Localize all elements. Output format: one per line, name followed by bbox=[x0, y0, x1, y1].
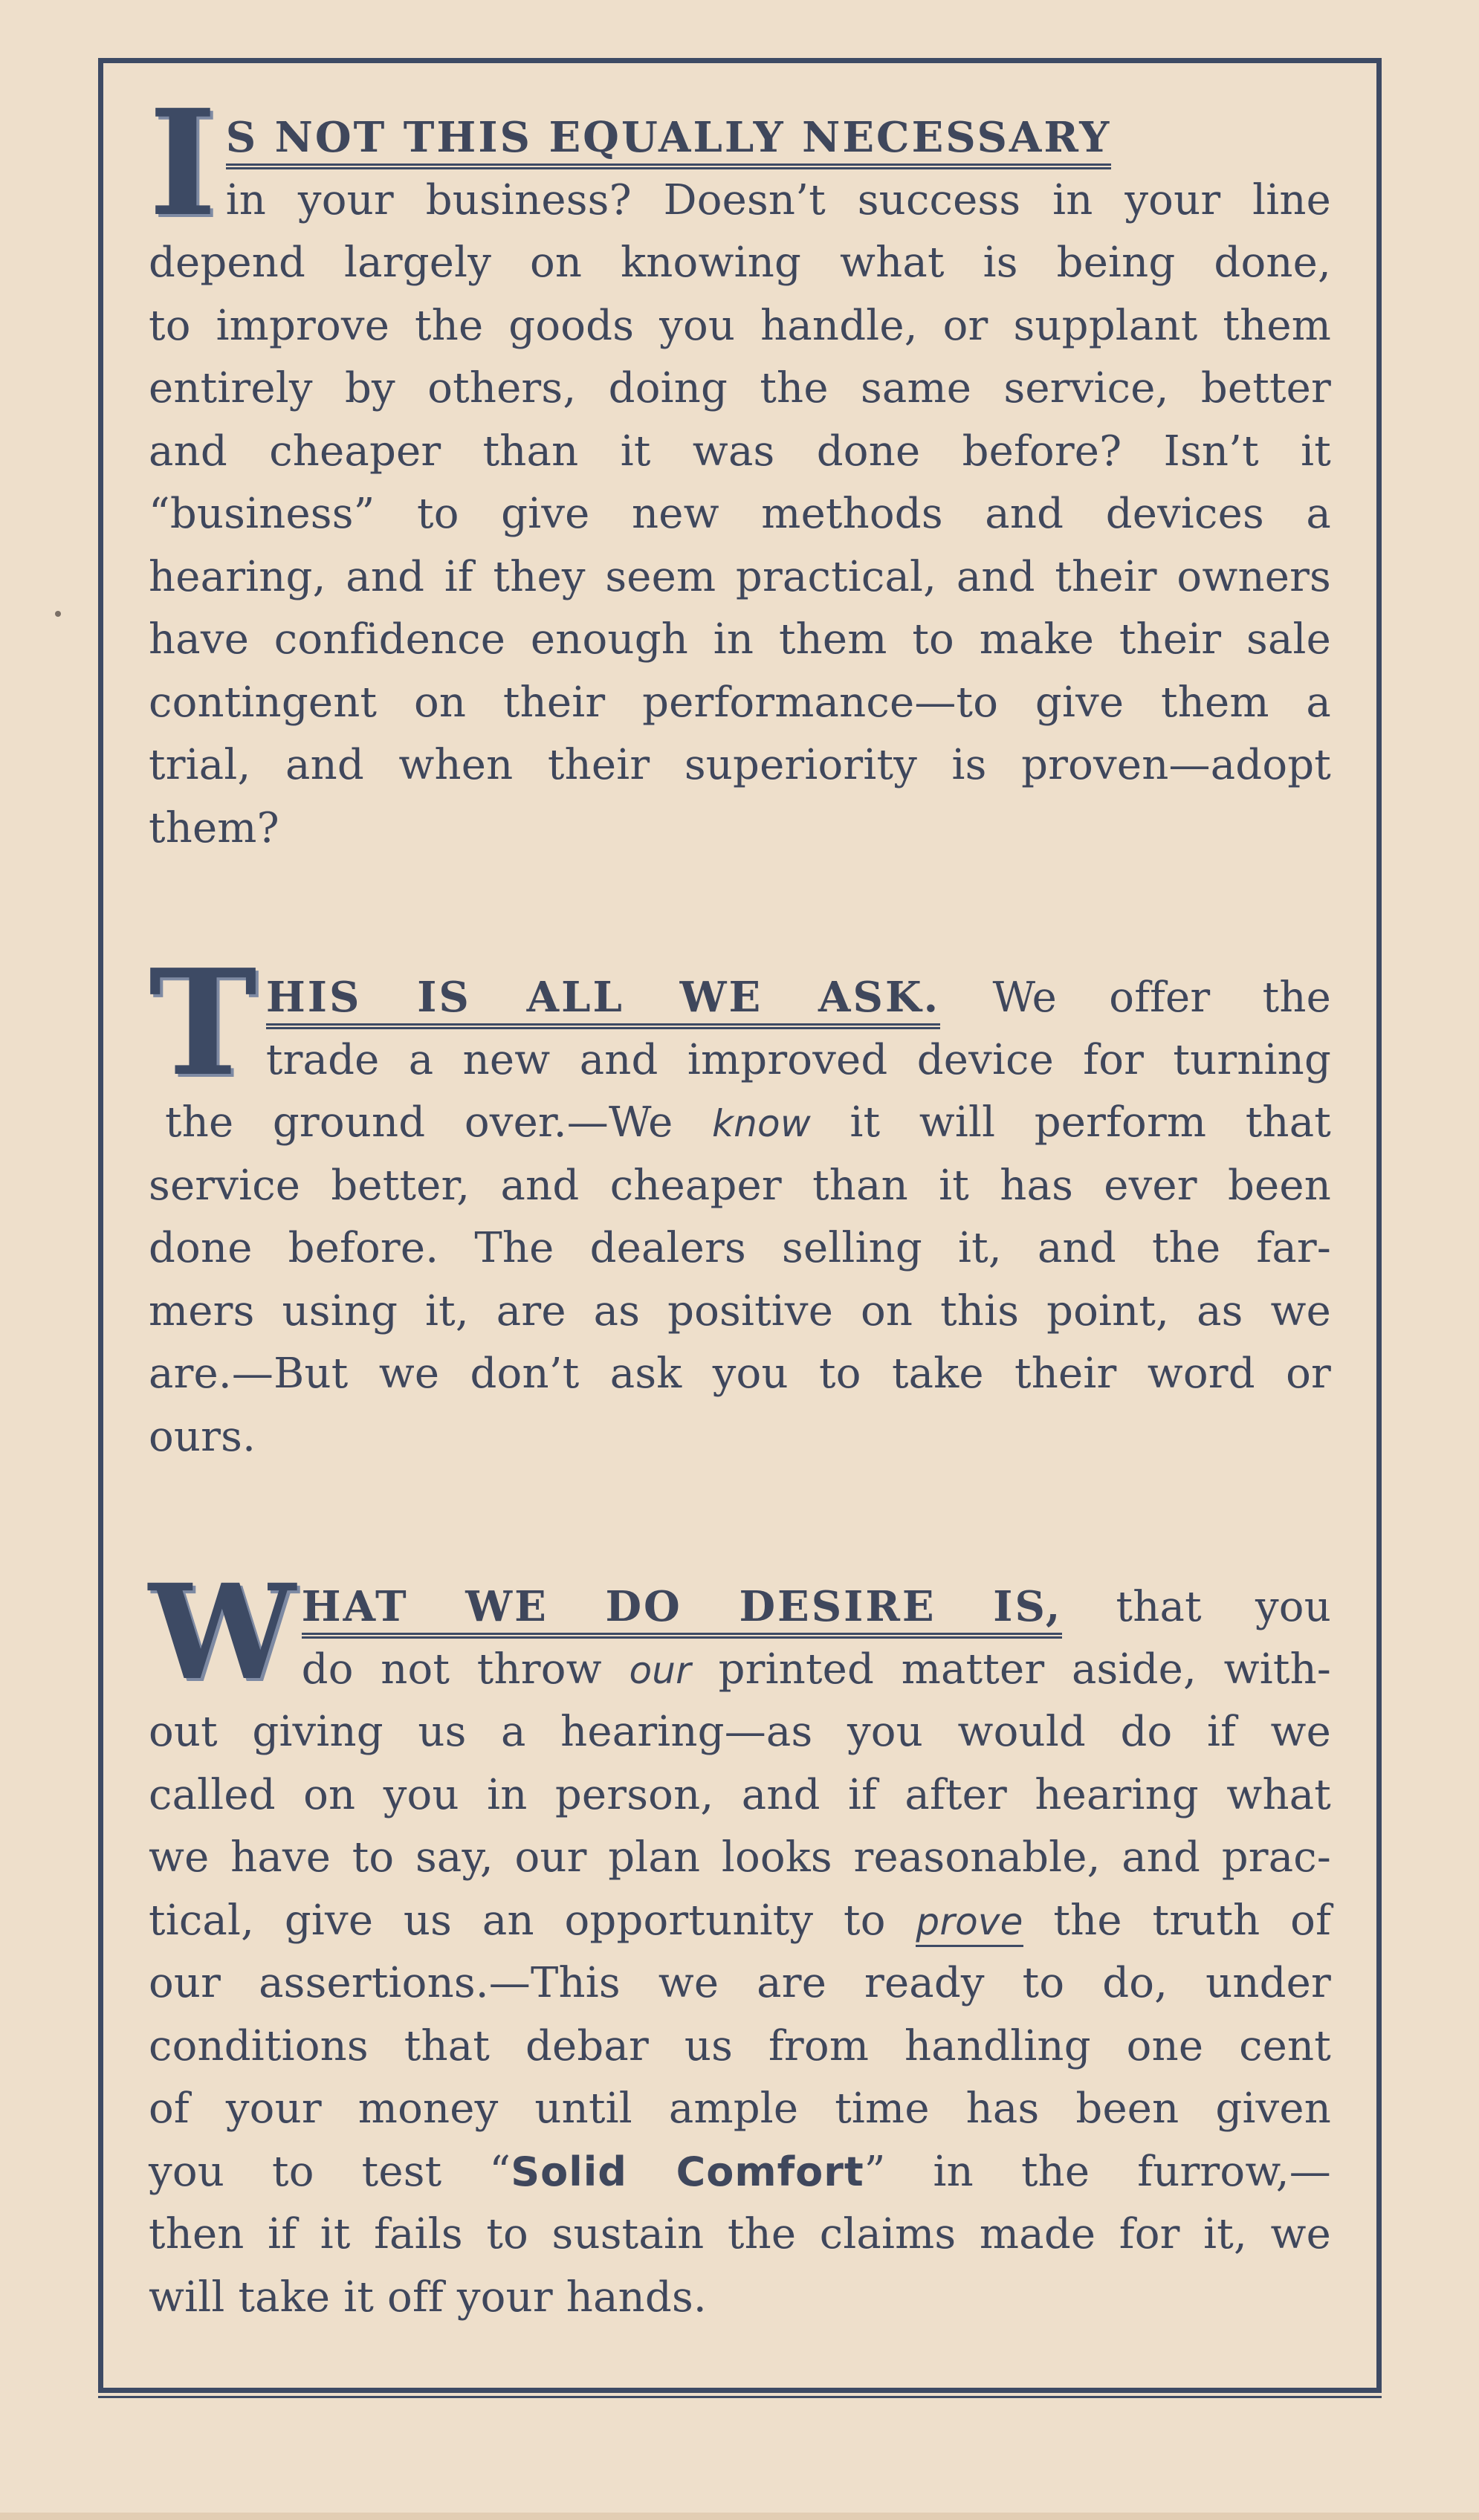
text-line: “business” to give new methods and devices a bbox=[149, 490, 1331, 538]
text-segment: you to test “ bbox=[149, 2147, 511, 2196]
text-line: and cheaper than it was done before? Isn’t it bbox=[149, 427, 1331, 476]
drop-cap-w: W bbox=[149, 1555, 296, 1709]
text-line: we have to say, our plan looks reasonable, and prac- bbox=[149, 1833, 1331, 1882]
section-is-not-this-equally-necessary bbox=[149, 78, 1331, 860]
heading-line bbox=[149, 966, 1331, 1029]
section-this-is-all-we-ask bbox=[149, 938, 1331, 1468]
text-segment: ” in the furrow,— bbox=[864, 2147, 1332, 2196]
text-line: out giving us a hearing—as you would do if we bbox=[149, 1708, 1331, 1756]
text-line: hearing, and if they seem practical, and their owners bbox=[149, 552, 1331, 601]
text-line: trade a new and improved device for turning bbox=[265, 1035, 1331, 1084]
text-line: are.—But we don’t ask you to take their word or bbox=[149, 1350, 1331, 1398]
text-line bbox=[149, 2141, 1331, 2204]
heading-line bbox=[149, 1575, 1331, 1639]
text-line: conditions that debar us from handling one cent bbox=[149, 2021, 1331, 2070]
text-line: mers using it, are as positive on this point, as we bbox=[149, 1286, 1331, 1335]
text-line: then if it fails to sustain the claims made for it, we bbox=[149, 2210, 1331, 2258]
emphasis-our: our bbox=[629, 1648, 691, 1692]
paper-speck bbox=[55, 611, 61, 617]
text-line: service better, and cheaper than it has ever been bbox=[149, 1161, 1331, 1210]
page-frame bbox=[98, 58, 1382, 2393]
heading-line bbox=[149, 106, 1331, 169]
text-segment: tical, give us an opportunity to bbox=[149, 1896, 886, 1945]
text-line: called on you in person, and if after hearing what bbox=[149, 1770, 1331, 1819]
text-line: our assertions.—This we are ready to do, under bbox=[149, 1959, 1331, 2007]
text-segment: printed matter aside, with- bbox=[718, 1645, 1331, 1694]
text-segment: it will perform that bbox=[849, 1098, 1331, 1147]
text-segment: do not throw bbox=[301, 1645, 602, 1694]
text-line: depend largely on knowing what is being done, bbox=[149, 239, 1331, 287]
section-heading: S NOT THIS EQUALLY NECESSARY bbox=[226, 113, 1111, 169]
text-line bbox=[149, 1092, 1331, 1155]
section-heading: HAT WE DO DESIRE IS, bbox=[302, 1582, 1063, 1639]
emphasis-know: know bbox=[712, 1102, 811, 1145]
text-line: to improve the goods you handle, or supplant them bbox=[149, 301, 1331, 350]
text-line bbox=[149, 1890, 1331, 1953]
text-segment: the ground over.—We bbox=[165, 1098, 673, 1147]
text-line: contingent on their performance—to give them a bbox=[149, 678, 1331, 727]
paper-edge bbox=[0, 2513, 1479, 2520]
text-line: trial, and when their superiority is proven—adopt bbox=[149, 741, 1331, 789]
text-segment: the truth of bbox=[1053, 1896, 1331, 1945]
emphasis-prove: prove bbox=[916, 1900, 1023, 1947]
text-line: ours. bbox=[149, 1412, 256, 1461]
text-line: entirely by others, doing the same service, better bbox=[149, 364, 1331, 412]
text-line: will take it off your hands. bbox=[149, 2273, 707, 2322]
drop-cap-t: T bbox=[149, 938, 257, 1109]
text-line bbox=[149, 1639, 1331, 1702]
section-what-we-do-desire bbox=[149, 1555, 1332, 2329]
drop-cap-i: I bbox=[149, 78, 217, 249]
product-name-solid-comfort: Solid Comfort bbox=[511, 2148, 864, 2195]
text-line: of your money until ample time has been given bbox=[149, 2085, 1331, 2133]
section-heading: HIS IS ALL WE ASK. bbox=[266, 973, 940, 1029]
text-line: done before. The dealers selling it, and the far- bbox=[149, 1224, 1331, 1272]
text-line: have confidence enough in them to make their sale bbox=[149, 615, 1331, 664]
heading-continuation: We offer the bbox=[992, 974, 1331, 1022]
text-line: them? bbox=[149, 803, 279, 852]
heading-continuation: that you bbox=[1116, 1583, 1331, 1631]
text-line: in your business? Doesn’t success in your line bbox=[225, 175, 1331, 224]
